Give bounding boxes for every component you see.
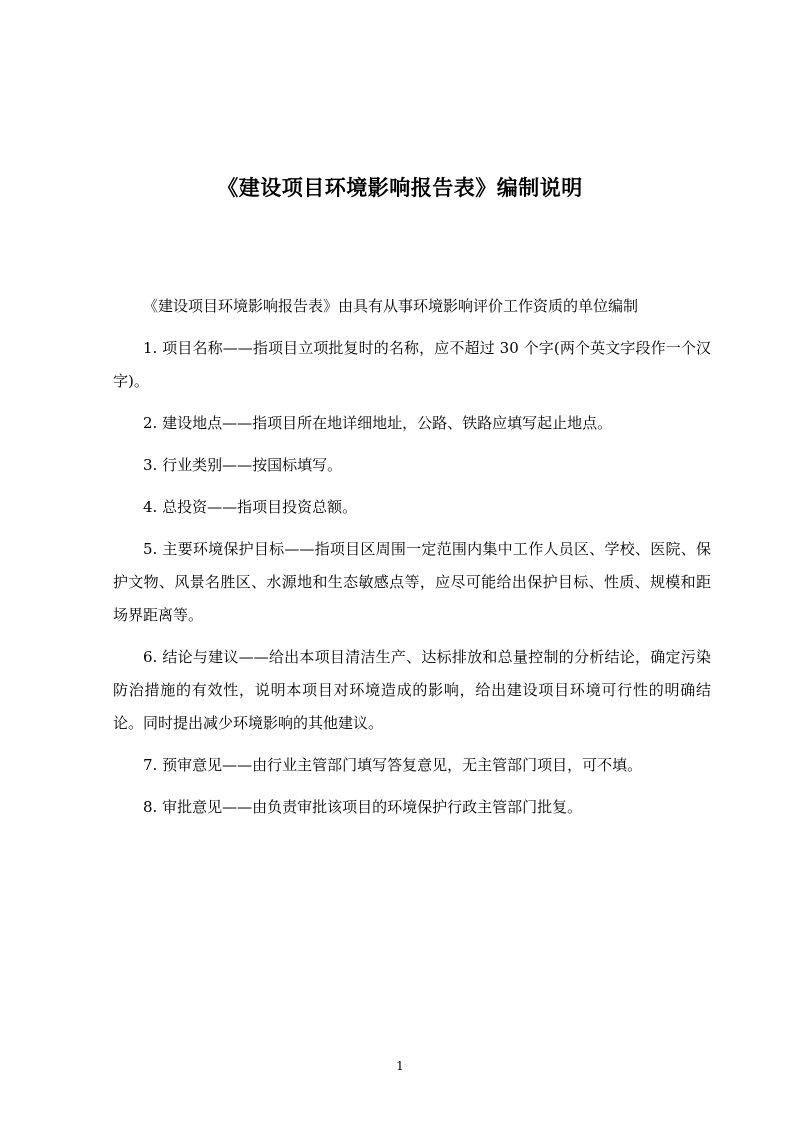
item-total-investment: 4. 总投资——指项目投资总额。: [143, 498, 358, 516]
item-industry-category: 3. 行业类别——按国标填写。: [143, 456, 343, 474]
page-title: 《建设项目环境影响报告表》编制说明: [217, 176, 583, 200]
item-approval-opinion: 8. 审批意见——由负责审批该项目的环境保护行政主管部门批复。: [143, 798, 583, 816]
intro-paragraph: 《建设项目环境影响报告表》由具有从事环境影响评价工作资质的单位编制: [143, 297, 639, 315]
item-preliminary-review: 7. 预审意见——由行业主管部门填写答复意见，无主管部门项目，可不填。: [143, 756, 643, 774]
item-protection-targets: 5. 主要环境保护目标——指项目区周围一定范围内集中工作人员区、学校、医院、保护文物、风景名胜区、水源地和生态敏感点等，应尽可能给出保护目标、性质、规模和距场界距离等。: [113, 540, 711, 624]
item-construction-site: 2. 建设地点——指项目所在地详细地址，公路、铁路应填写起止地点。: [143, 414, 613, 432]
item-conclusions: 6. 结论与建议——给出本项目清洁生产、达标排放和总量控制的分析结论，确定污染防治措施的有效性，说明本项目对环境造成的影响，给出建设项目环境可行性的明确结论。同时提出减少环境影响的其他建议。: [113, 648, 711, 732]
page-number: 1: [396, 1059, 404, 1073]
document-body: [113, 290, 711, 824]
item-project-name: 1. 项目名称——指项目立项批复时的名称，应不超过 30 个字(两个英文字段作一个汉字)。: [113, 339, 711, 390]
